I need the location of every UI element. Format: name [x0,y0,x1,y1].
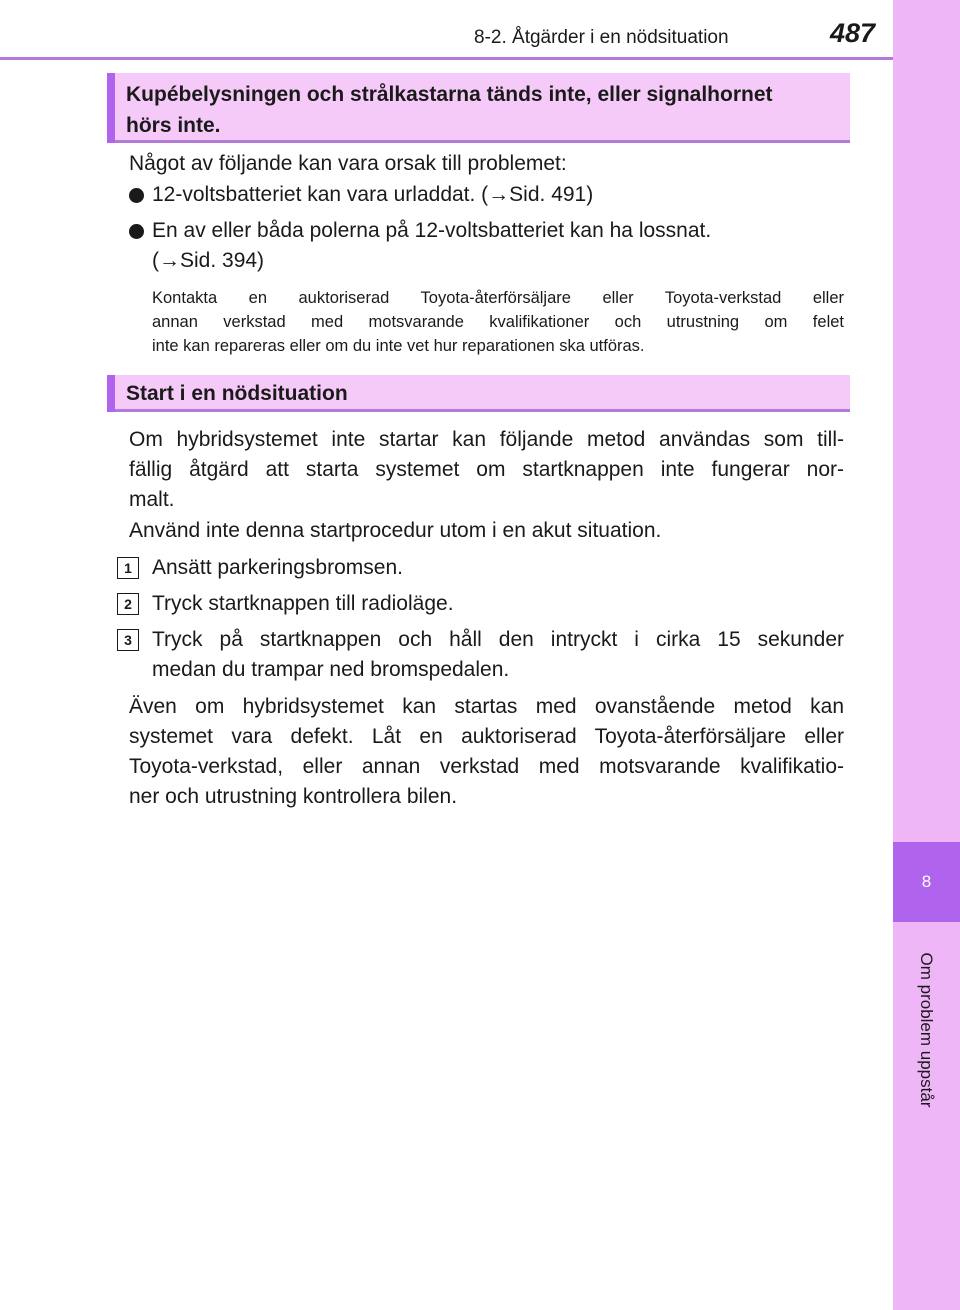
intro-text: Något av följande kan vara orsak till problemet: [129,152,567,175]
heading-line-1: Kupébelysningen och strålkastarna tänds inte, eller signalhornet [126,83,773,106]
heading-line-2: hörs inte. [126,114,221,137]
paragraph-3-line-3: Toyota-verkstad, eller annan verkstad med motsvarande kvalifikatio- [129,755,844,778]
paragraph-1-line-2: fällig åtgärd att starta systemet om startknappen inte fungerar nor- [129,458,844,481]
step-3-text: Tryck på startknappen och håll den intryckt i cirka 15 sekunder [152,628,844,651]
header-divider [0,57,893,60]
step-number-badge: 3 [117,629,139,651]
step-number-badge: 2 [117,593,139,615]
bullet-item-2-continuation: (→Sid. 394) [152,249,265,272]
chapter-number-tab: 8 [893,842,960,922]
note-line-3: inte kan repareras eller om du inte vet hur reparationen ska utföras. [152,337,645,355]
paragraph-1-line-1: Om hybridsystemet inte startar kan följande metod användas som till- [129,428,844,451]
bullet-dot [129,188,144,203]
chapter-side-tab [893,0,960,1310]
paragraph-3-line-1: Även om hybridsystemet kan startas med ovanstående metod kan [129,695,844,718]
page-number: 487 [830,18,876,48]
bullet-dot [129,224,144,239]
note-line-2: annan verkstad med motsvarande kvalifikationer och utrustning om felet [152,313,844,331]
paragraph-3-line-2: systemet vara defekt. Låt en auktoriserad Toyota-återförsäljare eller [129,725,844,748]
bullet-item-2: En av eller båda polerna på 12-voltsbatteriet kan ha lossnat. [152,219,712,242]
step-1-text: Ansätt parkeringsbromsen. [152,556,403,579]
section-heading-emergency-start [107,375,850,412]
chapter-title-vertical: Om problem uppstår [917,952,936,1108]
paragraph-3-line-4: ner och utrustning kontrollera bilen. [129,785,458,808]
step-number-badge: 1 [117,557,139,579]
section-heading-lights-horn [107,73,850,143]
heading-title: Start i en nödsituation [126,382,348,405]
paragraph-2: Använd inte denna startprocedur utom i en akut situation. [129,519,662,542]
note-line-1: Kontakta en auktoriserad Toyota-återförsäljare eller Toyota-verkstad eller [152,289,844,307]
paragraph-1-line-3: malt. [129,488,175,511]
heading-accent-bar [107,375,115,412]
bullet-item-1: 12-voltsbatteriet kan vara urladdat. (→Sid. 491) [152,183,594,206]
step-2-text: Tryck startknappen till radioläge. [152,592,454,615]
running-header-section: 8-2. Åtgärder i en nödsituation [474,27,729,48]
step-3-continuation: medan du trampar ned bromspedalen. [152,658,510,681]
heading-accent-bar [107,73,115,143]
